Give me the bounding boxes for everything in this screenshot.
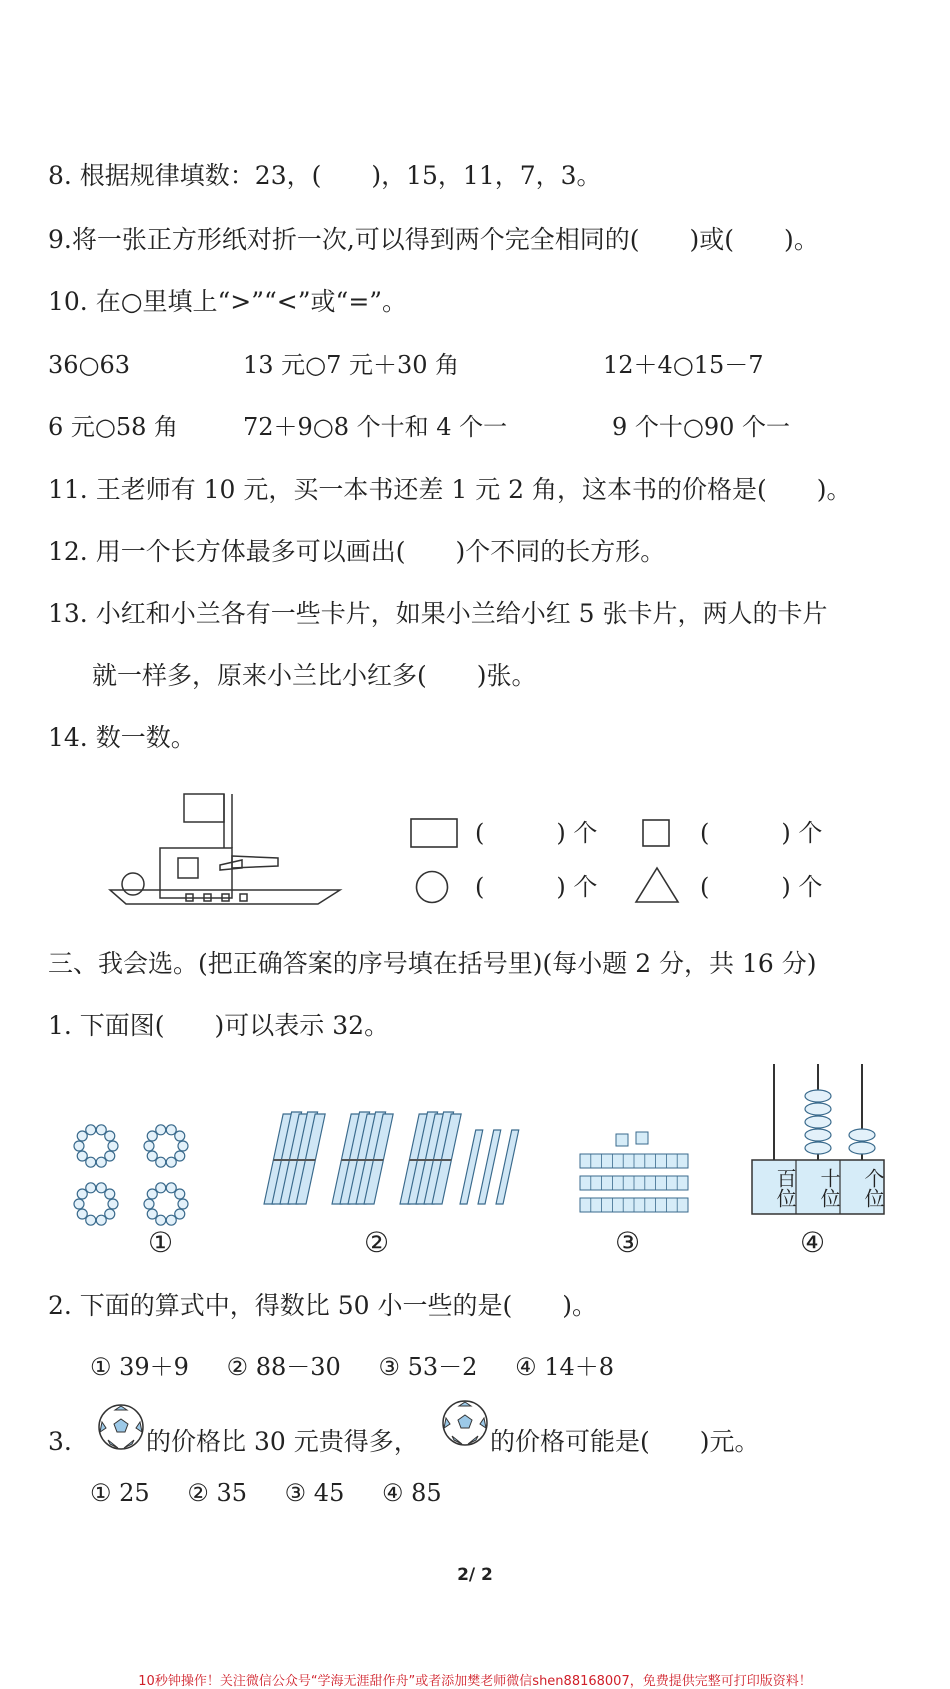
- abacus-bead: [805, 1116, 831, 1128]
- bead: [86, 1125, 96, 1135]
- bead: [175, 1151, 185, 1161]
- option: ① 39＋9: [90, 1353, 189, 1381]
- option: ④ 85: [381, 1479, 442, 1507]
- question-11: 11. 王老师有 10 元，买一本书还差 1 元 2 角，这本书的价格是( )。: [48, 475, 852, 504]
- base-ten-blocks-figure: [578, 1130, 698, 1220]
- count-blank-rectangle: ( ) 个: [475, 819, 598, 847]
- abacus-place-labels: [752, 1160, 884, 1212]
- triangle-icon: [634, 866, 680, 904]
- unit-cube: [636, 1132, 648, 1144]
- select-question-3-middle: 的价格比 30 元贵得多，: [146, 1427, 419, 1456]
- bead: [74, 1141, 84, 1151]
- bead: [96, 1157, 106, 1167]
- bead: [175, 1209, 185, 1219]
- bead: [147, 1151, 157, 1161]
- option: ③ 45: [284, 1479, 345, 1507]
- bead: [175, 1131, 185, 1141]
- footer-notice: 10秒钟操作！关注微信公众号“学海无涯甜作舟”或者添加樊老师微信shen88168007，免费提供完整可打印版资料！: [138, 1674, 812, 1689]
- compare-item: 9 个十○90 个一: [612, 413, 791, 441]
- bead: [77, 1209, 87, 1219]
- bead: [156, 1215, 166, 1225]
- circle-icon: [415, 870, 449, 904]
- abacus-bead: [805, 1142, 831, 1154]
- bead: [86, 1183, 96, 1193]
- bead: [105, 1151, 115, 1161]
- count-blank-circle: ( ) 个: [475, 873, 598, 901]
- compare-item: 36○63: [48, 351, 131, 379]
- question-14: 14. 数一数。: [48, 723, 196, 752]
- bead: [175, 1189, 185, 1199]
- abacus-bead: [849, 1129, 875, 1141]
- compare-item: 6 元○58 角: [48, 413, 179, 441]
- bead: [108, 1141, 118, 1151]
- rectangle-icon: [410, 818, 458, 848]
- bead: [96, 1125, 106, 1135]
- question-9: 9.将一张正方形纸对折一次,可以得到两个完全相同的( )或( )。: [48, 225, 819, 254]
- bead: [144, 1199, 154, 1209]
- bead: [86, 1215, 96, 1225]
- bead: [105, 1189, 115, 1199]
- place-label-hundreds: 百位: [773, 1168, 797, 1208]
- bead: [105, 1209, 115, 1219]
- option: ① 25: [90, 1479, 150, 1507]
- question-13-line2: 就一样多，原来小兰比小红多( )张。: [92, 661, 537, 690]
- bead: [144, 1141, 154, 1151]
- bead: [77, 1151, 87, 1161]
- compare-item: 13 元○7 元＋30 角: [243, 351, 460, 379]
- option: ② 35: [187, 1479, 248, 1507]
- option: ② 88－30: [226, 1353, 341, 1381]
- bead: [166, 1183, 176, 1193]
- select-question-2: 2. 下面的算式中，得数比 50 小一些的是( )。: [48, 1291, 598, 1320]
- question-8: 8. 根据规律填数：23，( )，15，11，7，3。: [48, 161, 602, 190]
- unit-cube: [616, 1134, 628, 1146]
- compare-item: 72＋9○8 个十和 4 个一: [243, 413, 508, 441]
- place-label-ones: 个位: [861, 1168, 885, 1208]
- question-10: 10. 在○里填上“>”“<”或“=”。: [48, 287, 408, 316]
- bead: [166, 1215, 176, 1225]
- stick-bundles-figure: [262, 1110, 522, 1212]
- bead: [105, 1131, 115, 1141]
- soccer-ball-icon: [96, 1402, 146, 1452]
- abacus-bead: [805, 1103, 831, 1115]
- bead: [156, 1157, 166, 1167]
- bead: [77, 1189, 87, 1199]
- abacus-bead: [805, 1129, 831, 1141]
- abacus-bead: [805, 1090, 831, 1102]
- select-question-1: 1. 下面图( )可以表示 32。: [48, 1011, 390, 1040]
- figure-label-3: ③: [615, 1226, 641, 1259]
- question-13-line1: 13. 小红和小兰各有一些卡片，如果小兰给小红 5 张卡片，两人的卡片: [48, 599, 828, 628]
- compare-item: 12＋4○15－7: [603, 351, 764, 379]
- bead: [156, 1125, 166, 1135]
- option: ④ 14＋8: [515, 1353, 615, 1381]
- figure-label-1: ①: [148, 1226, 174, 1259]
- bead: [156, 1183, 166, 1193]
- bead: [77, 1131, 87, 1141]
- bead: [147, 1189, 157, 1199]
- count-blank-square: ( ) 个: [700, 819, 823, 847]
- count-blank-triangle: ( ) 个: [700, 873, 823, 901]
- select-question-3-end: 的价格可能是( )元。: [490, 1427, 760, 1456]
- bead: [166, 1157, 176, 1167]
- bead: [96, 1215, 106, 1225]
- question-12: 12. 用一个长方体最多可以画出( )个不同的长方形。: [48, 537, 666, 566]
- square-icon: [642, 819, 670, 847]
- figure-label-2: ②: [364, 1226, 390, 1259]
- select-question-3-number: 3.: [48, 1427, 72, 1456]
- bead: [166, 1125, 176, 1135]
- page-number: 2/ 2: [457, 1565, 493, 1585]
- bead: [74, 1199, 84, 1209]
- bead: [178, 1199, 188, 1209]
- options-question-3: [90, 1478, 472, 1508]
- options-question-2: [90, 1352, 644, 1382]
- place-label-tens: 十位: [817, 1168, 841, 1208]
- bead-rings-figure: [70, 1120, 200, 1230]
- section-3-heading: 三、我会选。(把正确答案的序号填在括号里)(每小题 2 分，共 16 分): [48, 949, 817, 978]
- bead: [147, 1209, 157, 1219]
- bead: [178, 1141, 188, 1151]
- soccer-ball-icon: [440, 1398, 490, 1448]
- figure-label-4: ④: [800, 1226, 826, 1259]
- boat-figure: [108, 790, 348, 910]
- bead: [108, 1199, 118, 1209]
- option: ③ 53－2: [378, 1353, 478, 1381]
- bead: [147, 1131, 157, 1141]
- abacus-bead: [849, 1142, 875, 1154]
- bead: [96, 1183, 106, 1193]
- bead: [86, 1157, 96, 1167]
